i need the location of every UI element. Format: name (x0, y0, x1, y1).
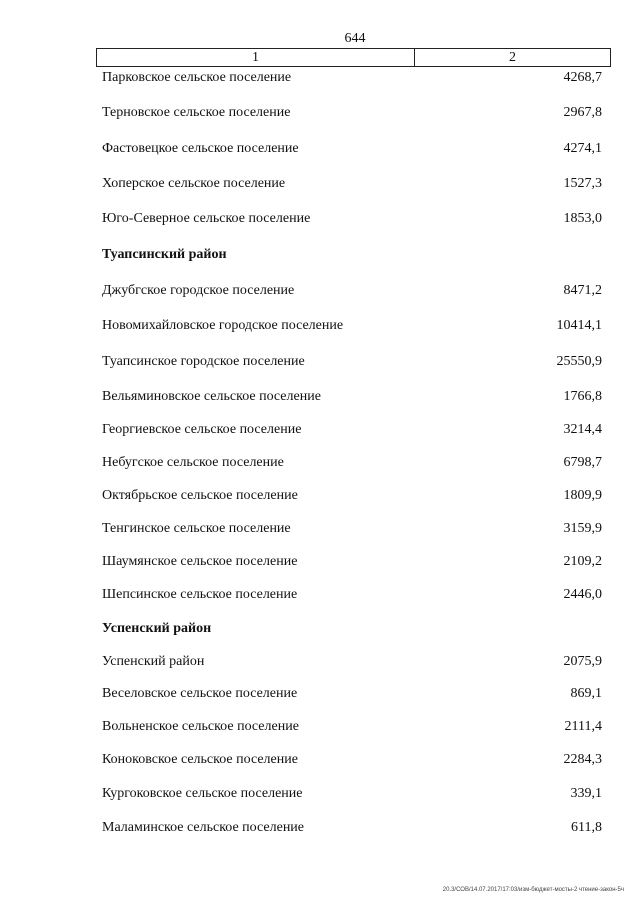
table-row (0, 455, 640, 473)
settlement-name: Октябрьское сельское поселение (102, 488, 298, 503)
amount-value: 1853,0 (563, 211, 602, 226)
settlement-name: Шепсинское сельское поселение (102, 587, 298, 602)
settlement-name: Фастовецкое сельское поселение (102, 141, 299, 156)
table-row (0, 141, 640, 159)
settlement-name: Юго-Северное сельское поселение (102, 211, 311, 226)
amount-value: 25550,9 (556, 354, 602, 369)
table-row (0, 686, 640, 704)
amount-value: 611,8 (571, 820, 602, 835)
table-row (0, 318, 640, 336)
table-row (0, 587, 640, 605)
amount-value: 4268,7 (563, 70, 602, 85)
amount-value: 8471,2 (563, 283, 602, 298)
table-row (0, 820, 640, 838)
district-heading (0, 247, 640, 265)
amount-value: 2284,3 (563, 752, 602, 767)
table-row (0, 488, 640, 506)
amount-value: 2109,2 (563, 554, 602, 569)
amount-value: 10414,1 (556, 318, 602, 333)
table-row (0, 554, 640, 572)
district-name: Туапсинский район (102, 247, 227, 262)
amount-value: 869,1 (570, 686, 602, 701)
amount-value: 2111,4 (564, 719, 602, 734)
column-header-1: 1 (97, 49, 415, 66)
table-row (0, 70, 640, 88)
settlement-name: Вольненское сельское поселение (102, 719, 299, 734)
settlement-name: Терновское сельское поселение (102, 105, 291, 120)
column-header-2: 2 (509, 49, 516, 65)
settlement-name: Георгиевское сельское поселение (102, 422, 302, 437)
amount-value: 1766,8 (563, 389, 602, 404)
table-row (0, 654, 640, 672)
settlement-name: Небугское сельское поселение (102, 455, 284, 470)
table-row (0, 211, 640, 229)
settlement-name: Веселовское сельское поселение (102, 686, 298, 701)
settlement-name: Хоперское сельское поселение (102, 176, 286, 191)
table-row (0, 422, 640, 440)
amount-value: 2075,9 (563, 654, 602, 669)
amount-value: 2967,8 (563, 105, 602, 120)
table-row (0, 354, 640, 372)
settlement-name: Новомихайловское городское поселение (102, 318, 344, 333)
amount-value: 3159,9 (563, 521, 602, 536)
table-row (0, 176, 640, 194)
page-number: 644 (344, 31, 366, 46)
table-row (0, 752, 640, 770)
settlement-name: Джубгское городское поселение (102, 283, 295, 298)
table-row (0, 786, 640, 804)
district-name: Успенский район (102, 621, 212, 636)
document-footer-code: 20.3/СОВ/14.07.2017/17:03/изм-бюджет-мосты-2 чтение-закон-5ч (442, 887, 624, 893)
amount-value: 3214,4 (563, 422, 602, 437)
settlement-name: Туапсинское городское поселение (102, 354, 305, 369)
amount-value: 2446,0 (563, 587, 602, 602)
settlement-name: Коноковское сельское поселение (102, 752, 298, 767)
settlement-name: Парковское сельское поселение (102, 70, 292, 85)
settlement-name: Вельяминовское сельское поселение (102, 389, 321, 404)
table-row (0, 283, 640, 301)
amount-value: 6798,7 (563, 455, 602, 470)
settlement-name: Успенский район (102, 654, 205, 669)
settlement-name: Тенгинское сельское поселение (102, 521, 291, 536)
table-row (0, 105, 640, 123)
settlement-name: Маламинское сельское поселение (102, 820, 305, 835)
table-header (96, 48, 611, 67)
table-row (0, 719, 640, 737)
settlement-name: Шаумянское сельское поселение (102, 554, 298, 569)
amount-value: 339,1 (570, 786, 602, 801)
amount-value: 1809,9 (563, 488, 602, 503)
table-row (0, 389, 640, 407)
amount-value: 4274,1 (563, 141, 602, 156)
amount-value: 1527,3 (563, 176, 602, 191)
table-row (0, 521, 640, 539)
district-heading (0, 621, 640, 639)
settlement-name: Кургоковское сельское поселение (102, 786, 303, 801)
